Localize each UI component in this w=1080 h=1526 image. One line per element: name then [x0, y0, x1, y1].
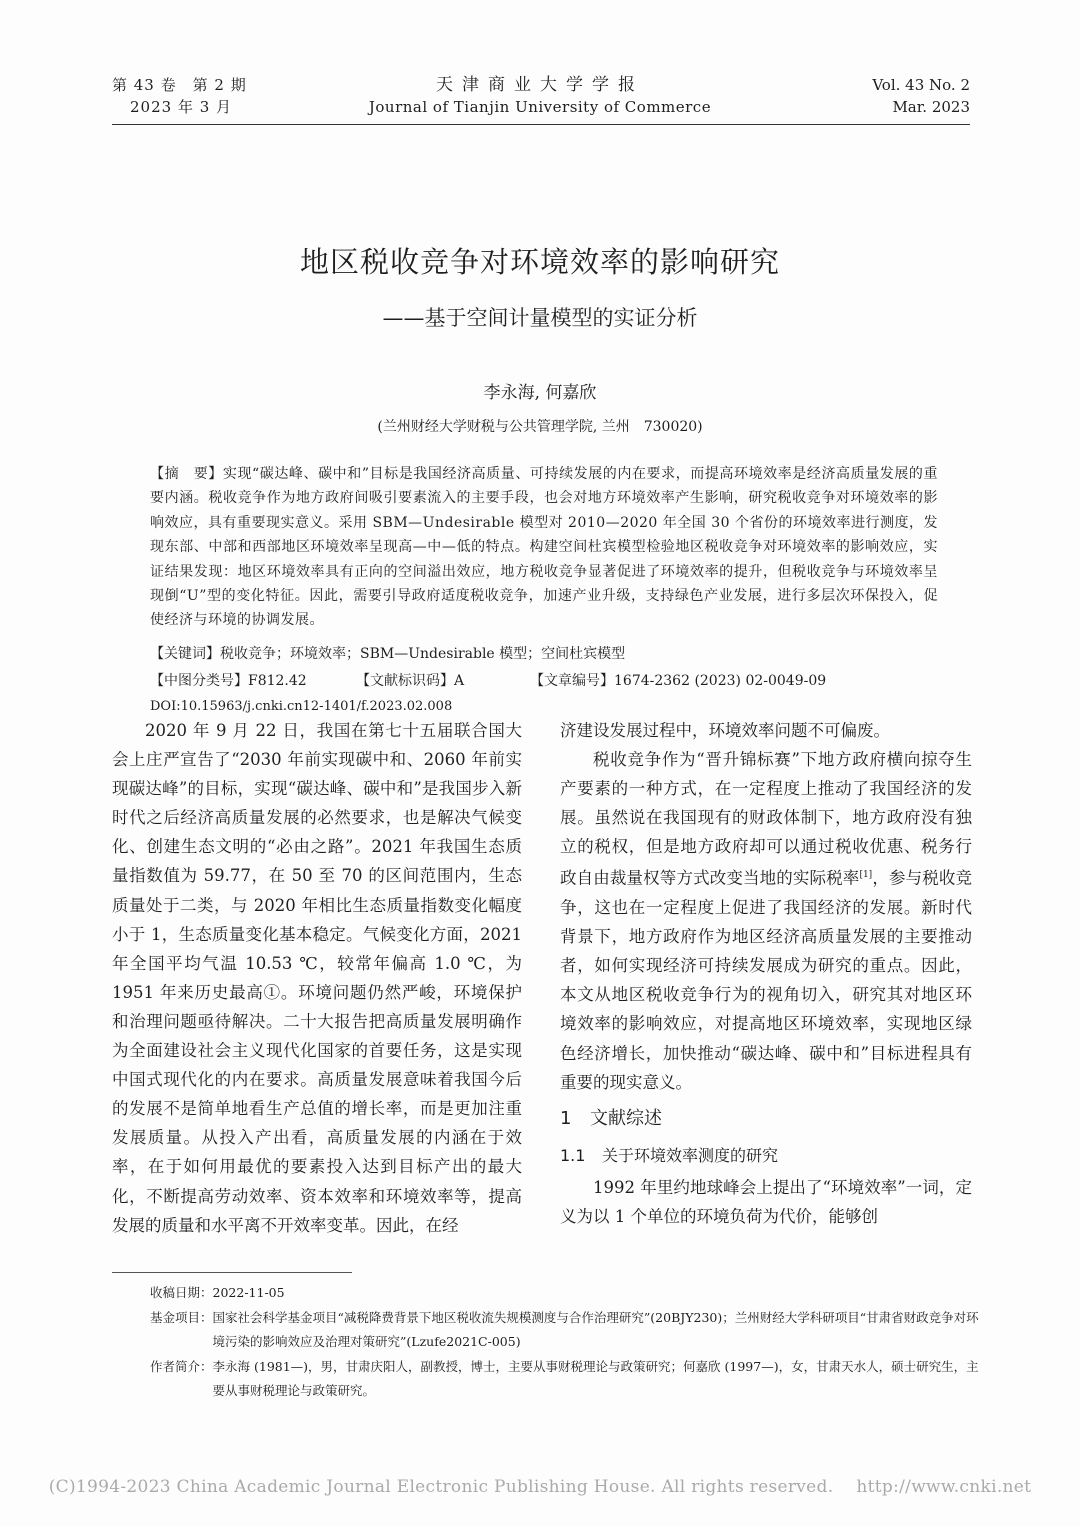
keywords: [150, 642, 950, 666]
classification-line: [150, 669, 950, 693]
citation-ref[interactable]: [1]: [859, 870, 873, 881]
doi: DOI:10.15963/j.cnki.cn12-1401/f.2023.02.008: [150, 699, 453, 714]
article-subtitle: ——基于空间计量模型的实证分析: [382, 306, 698, 330]
keywords-text: 税收竞争；环境效率；SBM—Undesirable 模型；空间杜宾模型: [220, 646, 626, 662]
clc-value: F812.42: [248, 673, 307, 689]
body-paragraph: 济建设发展过程中，环境效率问题不可偏废。: [560, 721, 890, 740]
footnote-text: 李永海 (1981—)，男，甘肃庆阳人，副教授，博士，主要从事财税理论与政策研究；何嘉欣 (1997—)，女，甘肃天水人，硕士研究生，主要从事财税理论与政策研究。: [212, 1358, 979, 1398]
section-number: 1: [560, 1107, 572, 1129]
clc-group: [150, 669, 307, 693]
article-number-value: 1674-2362 (2023) 02-0049-09: [614, 673, 827, 689]
header-volume-info-en: [872, 74, 970, 118]
header-volume-en: Vol. 43 No. 2: [872, 76, 970, 94]
article-authors: 李永海, 何嘉欣: [483, 383, 597, 403]
paragraph-text: ，参与税收竞争，这也在一定程度上促进了我国经济的发展。新时代背景下，地方政府作为地区经济高质量发展的主要推动者，如何实现经济可持续发展成为研究的重点。因此，本文从地区税收竞争行为的视角切入，研究其对地区环境效率的影响效应，对提高地区环境效率，实现地区绿色经济增长，加快推动“碳达峰、碳中和”目标进程具有重要的现实意义。: [560, 868, 973, 1092]
body-paragraph: [560, 745, 972, 1097]
abstract-text: 实现“碳达峰、碳中和”目标是我国经济高质量、可持续发展的内在要求，而提高环境效率是经济高质量发展的重要内涵。税收竞争作为地方政府间吸引要素流入的主要手段，也会对地方环境效率产生影响，研究税收竞争对环境效率的影响效应，具有重要现实意义。采用 SBM—Undesirable 模型对 2010—2020 年全国 30 个省份的环境效率进行测度，发现东部、中部和西部地区环境效率呈现高—中—低的特点。构建空间杜宾模型检验地区税收竞争对环境效率的影响效应，实证结果发现：地区环境效率具有正向的空间溢出效应，地方税收竞争显著促进了环境效率的提升，但税收竞争与环境效率呈现倒“U”型的变化特征。因此，需要引导政府适度税收竞争，加速产业升级，支持绿色产业发展，进行多层次环保投入，促使经济与环境的协调发展。: [150, 466, 939, 629]
clc-label: 【中图分类号】: [150, 673, 248, 689]
footnote-label: 作者简介：: [150, 1358, 213, 1374]
doc-code-value: A: [454, 673, 465, 689]
article-number-group: [530, 669, 826, 693]
paragraph-text: 税收竞争作为“晋升锦标赛”下地方政府横向掠夺生产要素的一种方式，在一定程度上推动了我国经济的发展。虽然说在我国现有的财政体制下，地方政府没有独立的税权，但是地方政府却可以通过税收优惠、税务行政自由裁量权等方式改变当地的实际税率: [560, 750, 972, 888]
doc-code-label: 【文献标识码】: [356, 673, 454, 689]
header-rule: [112, 124, 970, 125]
journal-title-cn: 天津商业大学学报: [436, 75, 644, 95]
section-heading: [560, 1101, 972, 1137]
article-title: 地区税收竞争对环境效率的影响研究: [299, 245, 780, 279]
footnote-label: 收稿日期：: [150, 1285, 213, 1300]
footnotes: [150, 1281, 980, 1404]
footnote-text: 2022-11-05: [212, 1285, 285, 1300]
section-title: 文献综述: [590, 1107, 662, 1129]
body-right-column: [560, 716, 972, 1231]
article-affiliation: (兰州财经大学财税与公共管理学院, 兰州 730020): [377, 419, 703, 435]
footnote-text: 国家社会科学基金项目“减税降费背景下地区税收流失规模测度与合作治理研究”(20BJY230)；兰州财经大学科研项目“甘肃省财政竞争对环境污染的影响效应及治理对策研究”(Lzufe2021C-005): [212, 1309, 979, 1349]
footnote-received: [150, 1281, 980, 1306]
footnote-label: 基金项目：: [150, 1309, 213, 1325]
subsection-number: 1.1: [560, 1145, 586, 1165]
article-number-label: 【文章编号】: [530, 673, 614, 689]
journal-title-en: Journal of Tianjin University of Commerce: [368, 98, 712, 116]
body-left-column: [112, 716, 522, 1240]
footnote-fund: [150, 1306, 980, 1355]
header-volume-cn: 第 43 卷 第 2 期: [112, 76, 247, 94]
header-date-en: Mar. 2023: [892, 98, 970, 116]
body-paragraph: 2020 年 9 月 22 日，我国在第七十五届联合国大会上庄严宣告了“2030 年前实现碳中和、2060 年前实现碳达峰”的目标，实现“碳达峰、碳中和”是我国步入新时代之后经济高质量发展的必然要求，也是解决气候变化、创建生态文明的“必由之路”。2021 年我国生态质量指数值为 59.77，在 50 至 70 的区间范围内，生态质量处于二类，与 2020 年相比生态质量指数变化幅度小于 1，生态质量变化基本稳定。气候变化方面，2021 年全国平均气温 10.53 ℃，较常年偏高 1.0 ℃，为 1951 年来历史最高①。环境问题仍然严峻，环境保护和治理问题亟待解决。二十大报告把高质量发展明确作为全面建设社会主义现代化国家的首要任务，这是实现中国式现代化的内在要求。高质量发展意味着我国今后的发展不是简单地看生产总值的增长率，而是更加注重发展质量。从投入产出看，高质量发展的内涵在于效率，在于如何用最优的要素投入达到目标产出的最大化，不断提高劳动效率、资本效率和环境效率等，提高发展的质量和水平离不开效率变革。因此，在经: [112, 721, 522, 1235]
copyright-notice: (C)1994-2023 China Academic Journal Electronic Publishing House. All rights reserved. http://www.cnki.net: [48, 1477, 1032, 1497]
abstract-label: 【摘 要】: [150, 466, 223, 482]
subsection-title: 关于环境效率测度的研究: [602, 1145, 779, 1165]
footnote-author: [150, 1355, 980, 1404]
header-date-cn: 2023 年 3 月: [130, 98, 233, 116]
abstract: [150, 462, 938, 633]
subsection-heading: [560, 1139, 972, 1173]
footnote-rule: [112, 1272, 352, 1273]
body-paragraph: 1992 年里约地球峰会上提出了“环境效率”一词，定义为以 1 个单位的环境负荷为代价，能够创: [560, 1177, 972, 1226]
doc-code-group: [356, 669, 464, 693]
keywords-label: 【关键词】: [150, 646, 220, 662]
